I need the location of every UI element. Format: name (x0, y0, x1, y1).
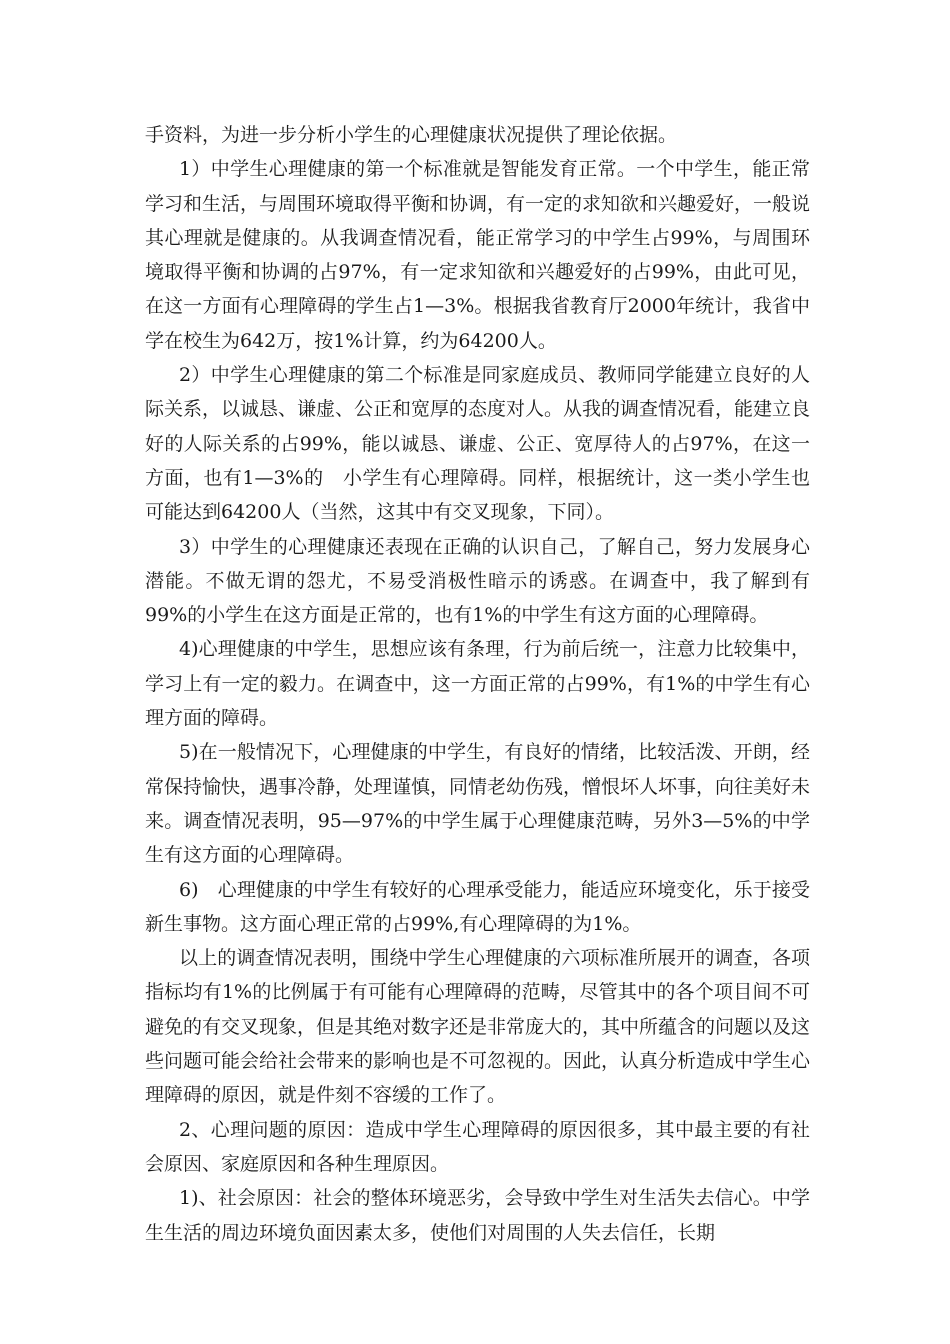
paragraph-standard-2: 2）中学生心理健康的第二个标准是同家庭成员、教师同学能建立良好的人际关系，以诚恳、谦虚、公正和宽厚的态度对人。从我的调查情况看，能建立良好的人际关系的占99%，能以诚恳、谦虚、公正、宽厚待人的占97%，在这一方面，也有1—3%的 小学生有心理障碍。同样，根据统计，这一类小学生也可能达到64200人（当然，这其中有交叉现象，下同）。 (145, 364, 811, 524)
document-body (145, 118, 810, 1250)
paragraph-standard-3: 3）中学生的心理健康还表现在正确的认识自己，了解自己，努力发展身心潜能。不做无谓的怨尤，不易受消极性暗示的诱惑。在调查中，我了解到有99%的小学生在这方面是正常的，也有1%的中学生有这方面的心理障碍。 (145, 535, 810, 627)
paragraph-standard-1: 1）中学生心理健康的第一个标准就是智能发育正常。一个中学生，能正常学习和生活，与周围环境取得平衡和协调，有一定的求知欲和兴趣爱好，一般说其心理就是健康的。从我调查情况看，能正常学习的中学生占99%，与周围环境取得平衡和协调的占97%，有一定求知欲和兴趣爱好的占99%，由此可见，在这一方面有心理障碍的学生占1—3%。根据我省教育厅2000年统计，我省中学在校生为642万，按1%计算，约为64200人。 (145, 158, 811, 352)
paragraph-intro-continuation: 手资料，为进一步分析小学生的心理健康状况提供了理论依据。 (145, 124, 678, 146)
paragraph-standard-6: 6) 心理健康的中学生有较好的心理承受能力，能适应环境变化，乐于接受新生事物。这方面心理正常的占99%,有心理障碍的为1%。 (145, 878, 810, 935)
paragraph-standard-4: 4)心理健康的中学生，思想应该有条理，行为前后统一，注意力比较集中，学习上有一定的毅力。在调查中，这一方面正常的占99%，有1%的中学生有心理方面的障碍。 (145, 638, 810, 730)
paragraph-summary: 以上的调查情况表明，围绕中学生心理健康的六项标准所展开的调查，各项指标均有1%的比例属于有可能有心理障碍的范畴，尽管其中的各个项目间不可避免的有交叉现象，但是其绝对数字还是非常庞大的，其中所蕴含的问题以及这些问题可能会给社会带来的影响也是不可忽视的。因此，认真分析造成中学生心理障碍的原因，就是件刻不容缓的工作了。 (145, 947, 811, 1107)
paragraph-standard-5: 5)在一般情况下，心理健康的中学生，有良好的情绪，比较活泼、开朗，经常保持愉快，遇事冷静，处理谨慎，同情老幼伤残，憎恨坏人坏事，向往美好未来。调查情况表明，95—97%的中学生属于心理健康范畴，另外3—5%的中学生有这方面的心理障碍。 (145, 741, 811, 867)
paragraph-causes-heading: 2、心理问题的原因：造成中学生心理障碍的原因很多，其中最主要的有社会原因、家庭原因和各种生理原因。 (145, 1118, 810, 1175)
paragraph-social-causes: 1)、社会原因：社会的整体环境恶劣，会导致中学生对生活失去信心。中学生生活的周边环境负面因素太多，使他们对周围的人失去信任，长期 (145, 1187, 810, 1244)
